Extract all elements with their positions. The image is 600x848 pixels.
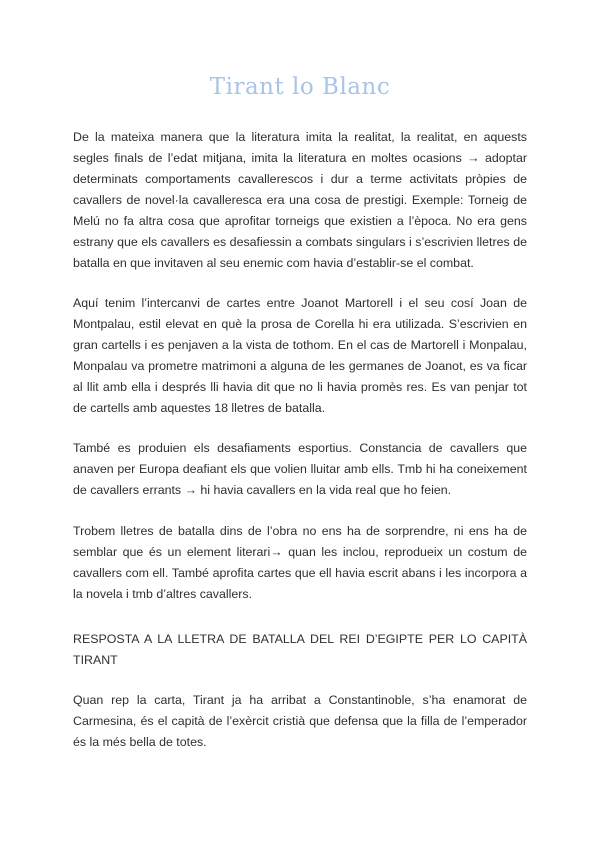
- paragraph-2: Aquí tenim l’intercanvi de cartes entre Joanot Martorell i el seu cosí Joan de Montpalau, estil elevat en què la prosa de Corella hi era utilizada. S’escrivien en gran cartells i es penjaven a la vista de tothom. En el cas de Martorell i Monpalau, Monpalau va prometre matrimoni a alguna de les germanes de Joanot, es va ficar al llit amb ella i després lli havia dit que no li havia promès res. Es van penjar tot de cartells amb aquestes 18 lletres de batalla.: [73, 296, 527, 415]
- paragraph-3: També es produien els desafiaments esportius. Constancia de cavallers que anaven per Europa deafiant els que volien lluitar amb ells. Tmb hi ha coneixement de cavallers errants → hi havia cavallers en la vida real que ho feien.: [73, 441, 527, 497]
- paragraph-5: Quan rep la carta, Tirant ja ha arribat a Constantinoble, s’ha enamorat de Carmesina, és el capità de l’exèrcit cristià que defensa que la filla de l’emperador és la més bella de totes.: [73, 693, 527, 749]
- page-title: Tirant lo Blanc: [209, 74, 391, 100]
- paragraph-1: De la mateixa manera que la literatura imita la realitat, la realitat, en aquests segles finals de l’edat mitjana, imita la literatura en moltes ocasions → adoptar determinats comportaments cavallerescos i dur a terme activitats pròpies de cavallers de novel·la cavalleresca era una cosa de prestigi. Exemple: Torneig de Melú no fa altra cosa que aprofitar torneigs que existien a l’època. No era gens estrany que els cavallers es desafiessin a combats singulars i s’escrivien lletres de batalla en que invitaven al seu enemic com havia d’establir-se el combat.: [73, 130, 527, 270]
- section-heading: RESPOSTA A LA LLETRA DE BATALLA DEL REI D’EGIPTE PER LO CAPITÀ TIRANT: [73, 632, 527, 667]
- paragraph-4: Trobem lletres de batalla dins de l’obra no ens ha de sorprendre, ni ens ha de semblar que és un element literari→ quan les inclou, reprodueix un costum de cavallers com ell. També aprofita cartes que ell havia escrit abans i les incorpora a la novela i tmb d’altres cavallers.: [73, 524, 527, 601]
